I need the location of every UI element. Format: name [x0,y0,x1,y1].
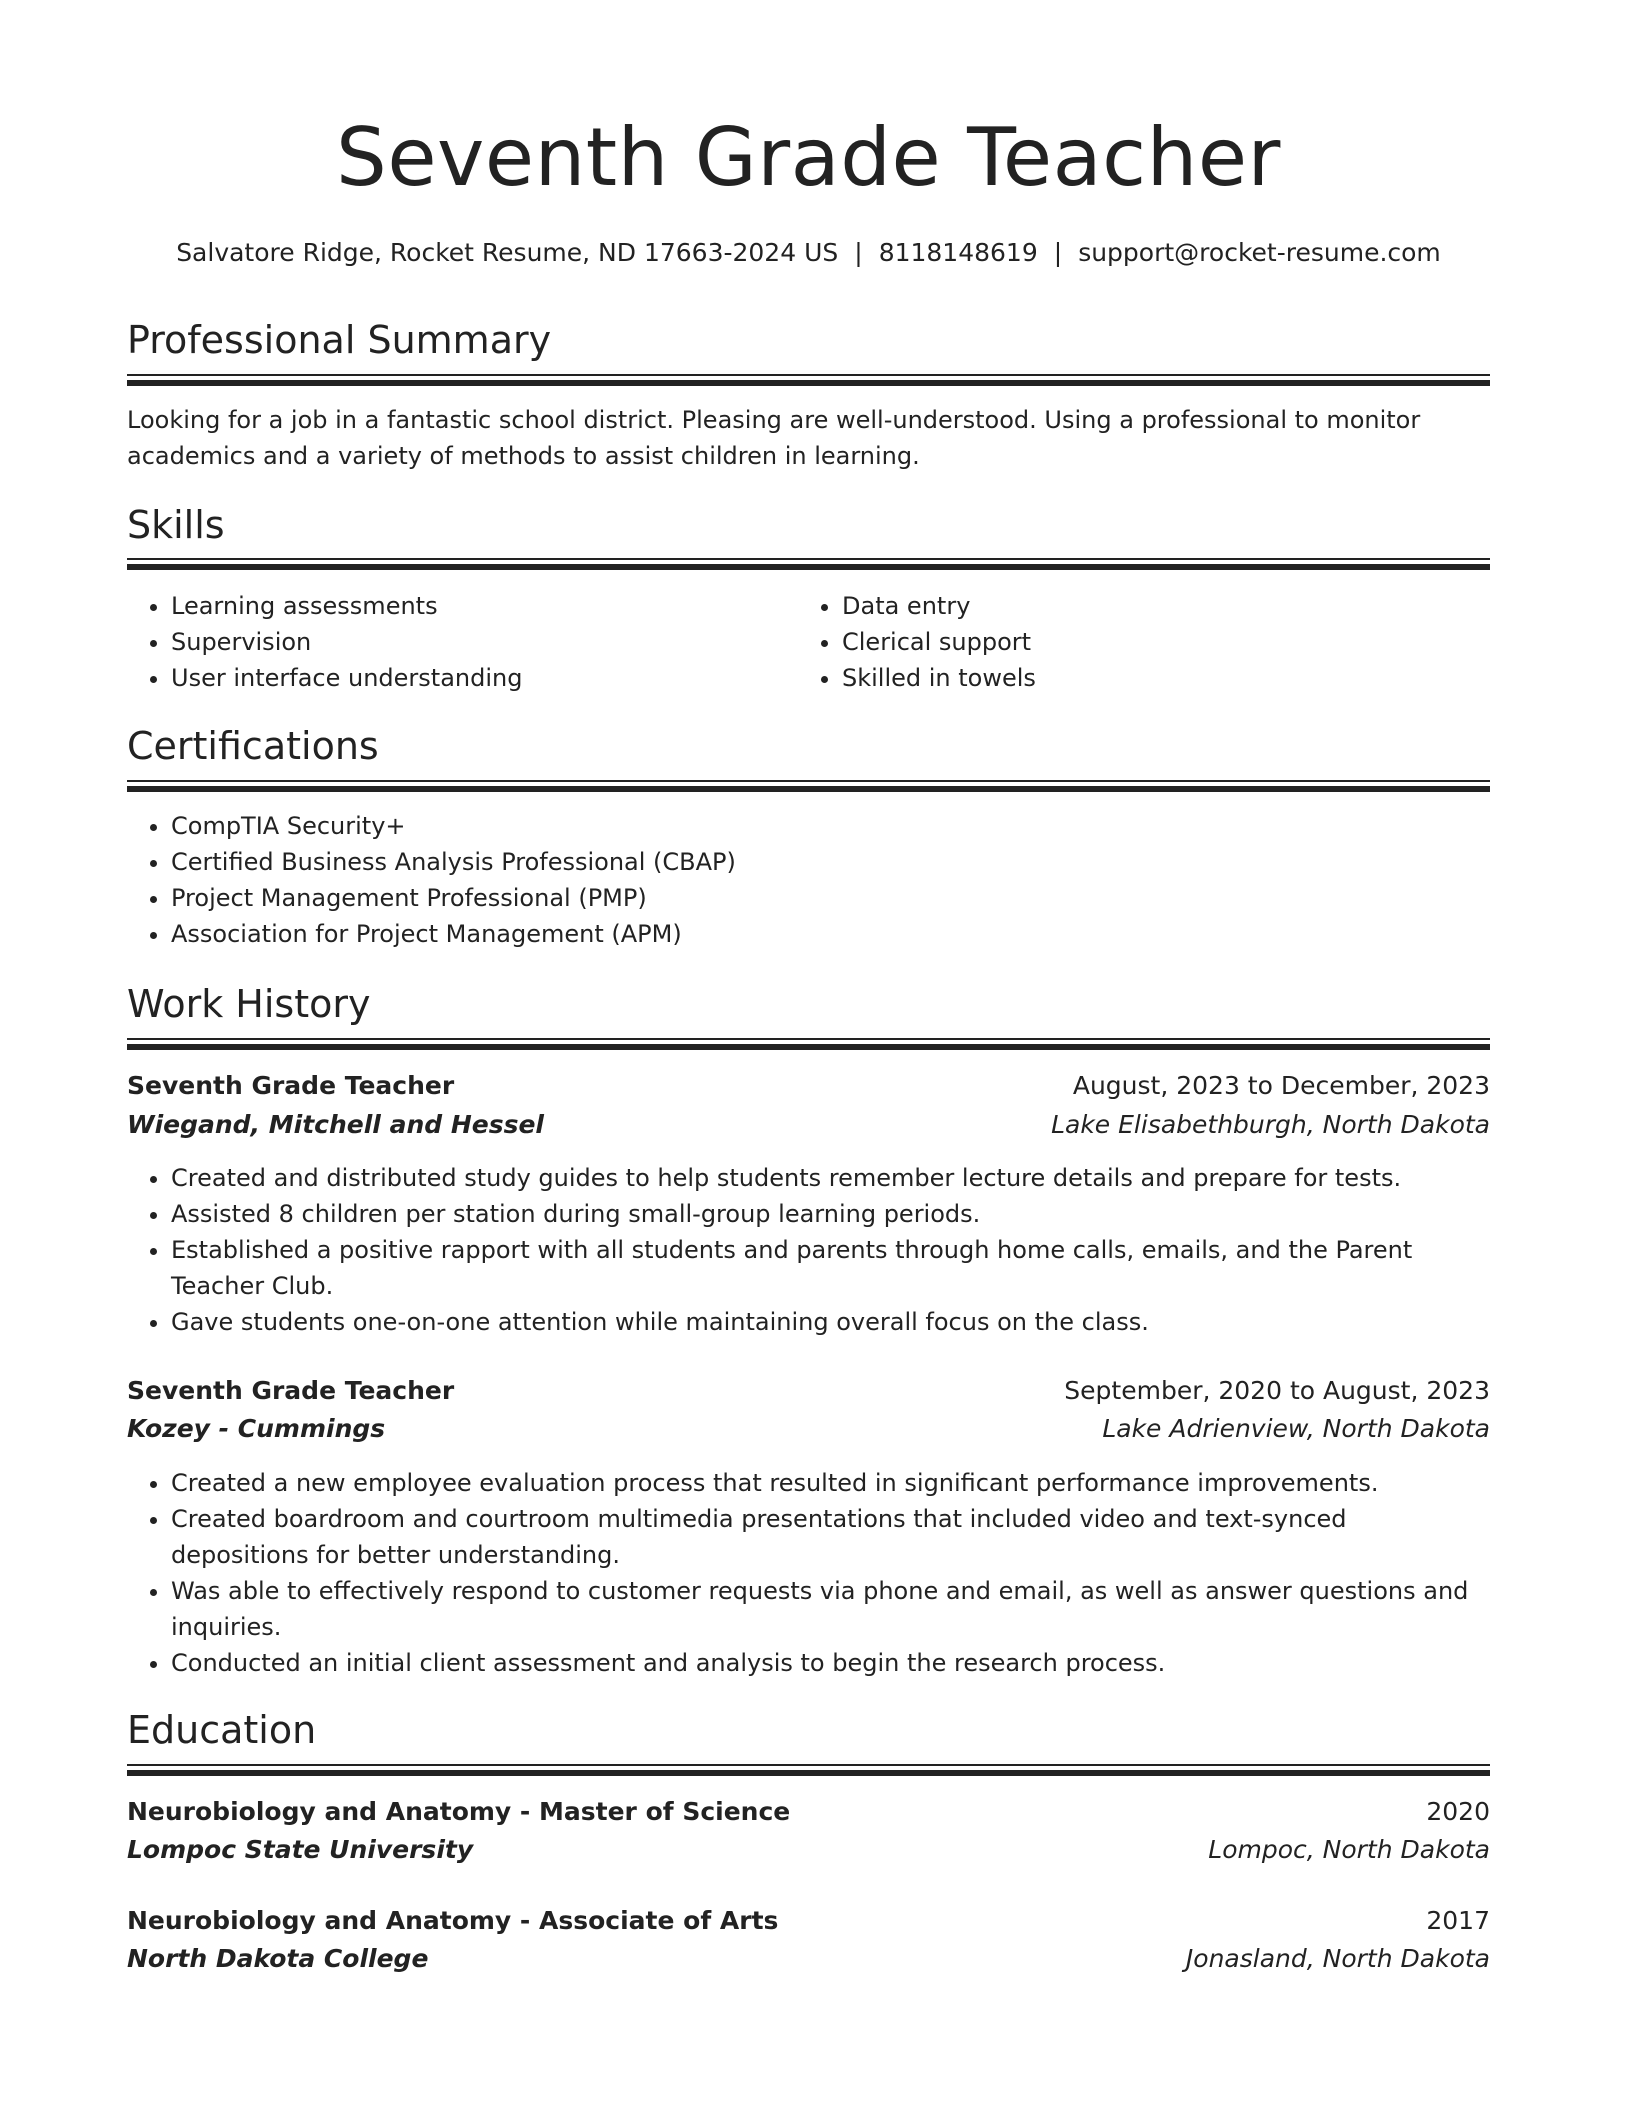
contact-phone: 8118148619 [878,238,1038,267]
job-company: Wiegand, Mitchell and Hessel [127,1110,545,1139]
skill-item: • Skilled in towels [842,660,1462,696]
job-dates: August, 2023 to December, 2023 [1072,1071,1490,1100]
job-bullet: • Created a new employee evaluation process that resulted in significant performance improvements. [171,1465,1490,1501]
job-bullets [127,1465,1490,1681]
section-divider [127,780,1490,792]
job-role: Seventh Grade Teacher [127,1376,455,1405]
skills-list-left [127,588,791,696]
certifications-list [127,808,1490,952]
section-divider [127,1038,1490,1050]
certification-item: • Certified Business Analysis Professional (CBAP) [171,844,1490,880]
job-location: Lake Adrienview, North Dakota [1102,1414,1490,1443]
job-bullet: • Assisted 8 children per station during small-group learning periods. [171,1196,1490,1232]
skill-item: • User interface understanding [171,660,791,696]
summary-heading: Professional Summary [127,318,552,362]
job-bullet: • Created boardroom and courtroom multimedia presentations that included video and text-synced depositions for better understanding. [171,1501,1490,1573]
certification-item: • CompTIA Security+ [171,808,1490,844]
job-bullet: • Established a positive rapport with all students and parents through home calls, emails, and the Parent Teacher Club. [171,1232,1490,1304]
job-subheader [127,1107,1490,1143]
section-divider [127,558,1490,570]
education-subheader [127,1941,1490,1977]
job-subheader [127,1411,1490,1447]
education-subheader [127,1832,1490,1868]
education-header [127,1794,1490,1830]
job-bullet: • Created and distributed study guides to help students remember lecture details and prepare for tests. [171,1160,1490,1196]
skill-item: • Learning assessments [171,588,791,624]
job-location: Lake Elisabethburgh, North Dakota [1051,1110,1490,1139]
job-dates: September, 2020 to August, 2023 [1064,1376,1490,1405]
section-divider [127,374,1490,386]
education-location: Lompoc, North Dakota [1208,1835,1490,1864]
contact-line [127,238,1490,268]
job-bullet: • Conducted an initial client assessment and analysis to begin the research process. [171,1645,1490,1681]
education-header [127,1903,1490,1939]
job-bullets [127,1160,1490,1340]
job-bullet: • Gave students one-on-one attention while maintaining overall focus on the class. [171,1304,1490,1340]
certification-item: • Project Management Professional (PMP) [171,880,1490,916]
certification-item: • Association for Project Management (APM) [171,916,1490,952]
contact-separator: | [1053,238,1063,267]
contact-separator: | [854,238,863,267]
contact-address: Salvatore Ridge, Rocket Resume, ND 17663-2024 US [176,238,839,267]
job-header [127,1373,1490,1409]
education-school: Lompoc State University [127,1835,474,1864]
education-year: 2017 [1426,1906,1490,1935]
skill-item: • Supervision [171,624,791,660]
skill-item: • Clerical support [842,624,1462,660]
skill-item: • Data entry [842,588,1462,624]
contact-email[interactable]: support@rocket-resume.com [1078,238,1441,267]
job-bullet: • Was able to effectively respond to customer requests via phone and email, as well as answer questions and inquiries. [171,1573,1490,1645]
education-heading: Education [127,1708,317,1752]
education-degree: Neurobiology and Anatomy - Associate of Arts [127,1906,779,1935]
resume-name: Seventh Grade Teacher [336,111,1281,204]
skills-heading: Skills [127,503,225,547]
summary-text: Looking for a job in a fantastic school district. Pleasing are well-understood. Using a professional to monitor academics and a variety of methods to assist children in learning. [127,406,1421,470]
certifications-heading: Certifications [127,724,379,768]
education-school: North Dakota College [127,1944,429,1973]
education-year: 2020 [1426,1797,1490,1826]
job-company: Kozey - Cummings [127,1414,386,1443]
job-header [127,1068,1490,1104]
skills-list-right [798,588,1462,696]
education-degree: Neurobiology and Anatomy - Master of Science [127,1797,791,1826]
work-heading: Work History [127,982,371,1026]
job-role: Seventh Grade Teacher [127,1071,455,1100]
section-divider [127,1764,1490,1776]
education-location: Jonasland, North Dakota [1185,1944,1490,1973]
